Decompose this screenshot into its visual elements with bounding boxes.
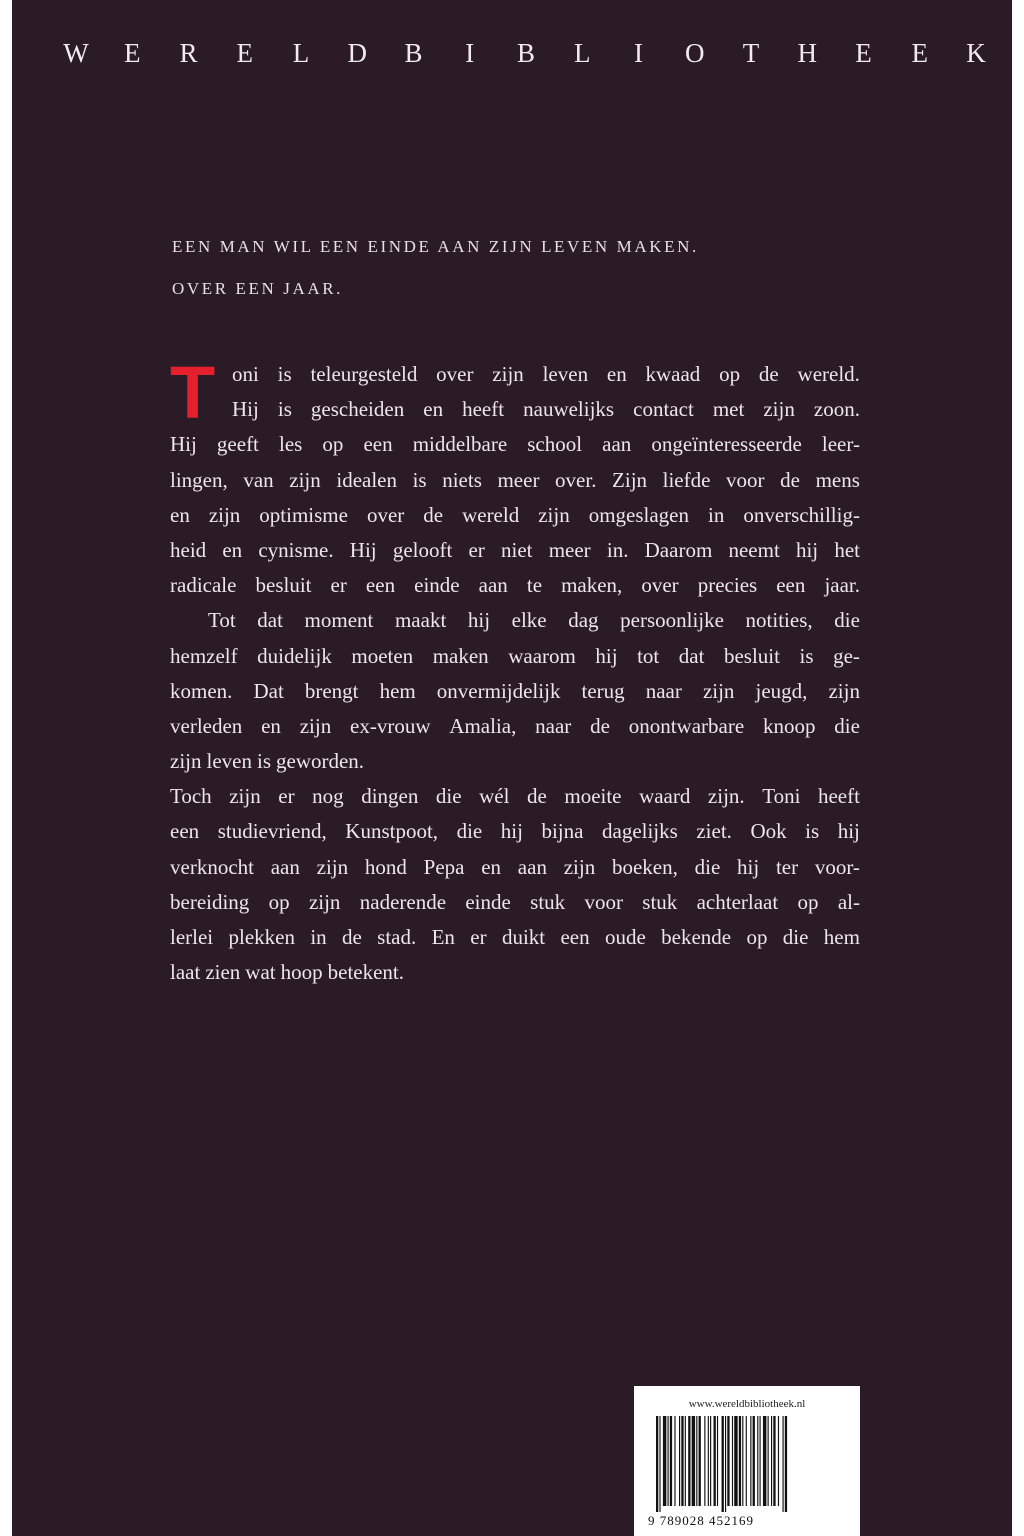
blurb-word: heeft <box>462 397 505 422</box>
blurb-word: die <box>834 713 860 738</box>
blurb-word: lerlei <box>170 925 214 949</box>
blurb-word: zijn. <box>707 784 745 809</box>
blurb-word: dag <box>568 608 599 633</box>
series-letter: D <box>347 38 367 68</box>
blurb-word: bereiding <box>170 889 250 914</box>
blurb-word: in <box>310 925 327 949</box>
blurb-word: wereld <box>462 502 520 527</box>
barcode-bar <box>674 1416 675 1506</box>
blurb-word: omgeslagen <box>588 502 689 527</box>
blurb-word: laat <box>170 960 201 985</box>
barcode-label <box>634 1386 860 1536</box>
blurb-word: hij <box>795 537 819 562</box>
blurb-word: een <box>365 573 396 598</box>
barcode-bar <box>670 1416 672 1506</box>
series-letter: L <box>574 38 591 68</box>
barcode-bar <box>783 1416 784 1512</box>
blurb-line <box>170 498 860 533</box>
blurb-word: ter <box>775 854 799 879</box>
blurb-word: gelooft <box>392 537 453 562</box>
blurb-word: Daarom <box>644 537 713 562</box>
tagline <box>172 226 892 310</box>
blurb-word: nog <box>312 784 344 809</box>
blurb-word: dat <box>678 643 705 668</box>
blurb-word: een <box>363 432 393 457</box>
barcode-bar <box>708 1416 709 1506</box>
series-letter: E <box>124 38 141 68</box>
blurb-word: brengt <box>304 678 359 703</box>
blurb-word: voor- <box>814 854 860 879</box>
blurb-word: de <box>780 467 800 492</box>
blurb-word: die <box>456 819 483 844</box>
blurb-word: er <box>468 537 485 562</box>
blurb-word: neemt <box>728 537 780 562</box>
blurb-word: onvermijdelijk <box>436 678 561 703</box>
blurb-word: jeugd, <box>755 678 808 703</box>
blurb-line <box>170 568 860 603</box>
blurb-word: in. <box>606 537 629 562</box>
blurb-word: op <box>268 889 290 914</box>
blurb-word: en <box>222 537 243 562</box>
blurb-word: en <box>606 362 627 386</box>
blurb-word: zijn <box>763 397 795 422</box>
blurb-word: naderende <box>359 889 447 914</box>
blurb-word: is <box>412 467 427 492</box>
barcode-bar <box>763 1416 766 1506</box>
blurb-word: is <box>256 749 271 774</box>
blurb-word: wat <box>245 960 276 985</box>
blurb-word: hij <box>837 819 860 844</box>
blurb-word: heeft <box>817 784 860 809</box>
blurb-word: verknocht <box>170 854 254 879</box>
blurb-word: dingen <box>361 784 419 809</box>
blurb-word: ziet. <box>696 819 732 844</box>
blurb-word: Zijn <box>612 467 648 492</box>
blurb-word: oude <box>604 925 646 949</box>
barcode-bar <box>710 1416 711 1506</box>
blurb-word: geworden. <box>276 749 365 774</box>
blurb <box>170 351 860 990</box>
blurb-word: zijn <box>308 889 341 914</box>
blurb-word: ge- <box>833 643 860 668</box>
blurb-word: zijn <box>538 502 570 527</box>
blurb-word: naar <box>535 713 572 738</box>
barcode-bar <box>722 1416 724 1512</box>
blurb-word: hij <box>500 819 523 844</box>
blurb-word: zijn <box>170 749 202 774</box>
blurb-word: Amalia, <box>449 713 517 738</box>
blurb-word: dagelijks <box>602 819 678 844</box>
blurb-word: op <box>322 432 344 457</box>
blurb-word: wél <box>479 784 510 809</box>
blurb-word: die <box>435 784 462 809</box>
blurb-word: wereld. <box>797 362 860 386</box>
blurb-word: zien <box>205 960 241 985</box>
blurb-word: besluit <box>723 643 780 668</box>
blurb-word: geeft <box>216 432 259 457</box>
barcode-bar <box>753 1416 755 1506</box>
blurb-word: onontwarbare <box>628 713 745 738</box>
barcode-bar <box>668 1416 669 1506</box>
blurb-word: die <box>834 608 860 633</box>
blurb-word: hij <box>737 854 760 879</box>
blurb-word: studievriend, <box>217 819 327 844</box>
website-url: www.wereldbibliotheek.nl <box>688 1398 806 1410</box>
isbn-digits: 9 789028 452169 <box>648 1513 754 1528</box>
blurb-line <box>170 674 860 709</box>
series-letter: E <box>911 38 928 68</box>
blurb-word: les <box>278 432 303 457</box>
series-letter: E <box>855 38 872 68</box>
blurb-word: Pepa <box>423 854 465 879</box>
barcode-bar <box>785 1416 787 1512</box>
blurb-line <box>170 955 860 990</box>
blurb-word: boeken, <box>611 854 678 879</box>
blurb-word: jaar. <box>824 573 860 598</box>
blurb-line <box>170 744 860 779</box>
blurb-word: elke <box>511 608 547 633</box>
blurb-word: maakt <box>394 608 447 633</box>
barcode-bar <box>778 1416 779 1506</box>
blurb-line <box>170 885 860 920</box>
barcode-bar <box>681 1416 683 1506</box>
blurb-word: besluit <box>255 573 312 598</box>
blurb-word: tot <box>637 643 660 668</box>
blurb-word: aan <box>517 854 547 879</box>
blurb-word: idealen <box>336 467 397 492</box>
tagline-line: EEN MAN WIL EEN EINDE AAN ZIJN LEVEN MAKEN. <box>172 237 699 256</box>
blurb-word: optimisme <box>259 502 348 527</box>
blurb-word: middelbare <box>412 432 508 457</box>
blurb-line <box>170 357 860 392</box>
series-letter: W <box>63 38 89 68</box>
barcode-bar <box>742 1416 743 1506</box>
barcode-bar <box>692 1416 695 1506</box>
blurb-word: hoop <box>280 960 323 985</box>
blurb-word: zijn <box>563 854 596 879</box>
blurb-word: Kunstpoot, <box>345 819 439 844</box>
blurb-word: hond <box>364 854 407 879</box>
blurb-word: er <box>278 784 295 809</box>
blurb-word: heid <box>170 537 207 562</box>
blurb-word: ex-vrouw <box>350 713 431 738</box>
blurb-word: hem <box>379 678 416 703</box>
blurb-word: zoon. <box>813 397 860 422</box>
barcode-bar <box>659 1416 660 1512</box>
blurb-word: en <box>423 397 444 422</box>
blurb-line <box>170 850 860 885</box>
barcode-bar <box>685 1416 686 1506</box>
blurb-word: Toch <box>170 784 212 809</box>
blurb-word: leer- <box>821 432 860 457</box>
blurb-word: radicale <box>170 573 237 598</box>
barcode-bar <box>773 1416 775 1506</box>
blurb-word: al- <box>837 889 860 914</box>
blurb-word: kwaad <box>645 362 701 386</box>
series-letter: H <box>797 38 817 68</box>
barcode-bar <box>771 1416 772 1506</box>
blurb-word: knoop <box>762 713 816 738</box>
blurb-word: meer <box>548 537 591 562</box>
blurb-word: einde <box>414 573 460 598</box>
blurb-word: een <box>776 573 806 598</box>
barcode-bar <box>746 1416 747 1506</box>
blurb-word: zijn <box>289 467 321 492</box>
drop-cap: T <box>170 351 216 434</box>
blurb-word: over. <box>555 467 597 492</box>
blurb-word: over <box>436 362 474 386</box>
blurb-word: over <box>366 502 405 527</box>
blurb-word: op <box>719 362 741 386</box>
blurb-word: moeten <box>351 643 414 668</box>
blurb-word: op <box>797 889 819 914</box>
blurb-line <box>170 463 860 498</box>
blurb-word: Tot <box>208 608 236 633</box>
blurb-word: een <box>560 925 590 949</box>
blurb-word: te <box>526 573 543 598</box>
blurb-word: voor <box>726 467 765 492</box>
blurb-word: van <box>243 467 274 492</box>
blurb-line <box>170 603 860 638</box>
blurb-word: voor <box>584 889 623 914</box>
blurb-word: teleurgesteld <box>310 362 418 386</box>
blurb-word: notities, <box>745 608 813 633</box>
blurb-word: ongeïnteresseerde <box>651 432 802 457</box>
blurb-word: mens <box>815 467 860 492</box>
barcode-bar <box>727 1416 729 1506</box>
blurb-word: zijn <box>316 854 349 879</box>
blurb-word: meer <box>497 467 540 492</box>
blurb-word: naar <box>645 678 682 703</box>
barcode-bar <box>714 1416 716 1506</box>
blurb-word: het <box>834 537 860 562</box>
blurb-word: dat <box>257 608 283 633</box>
series-letter: I <box>634 38 643 68</box>
blurb-word: zijn <box>492 362 524 386</box>
blurb-word: precies <box>697 573 758 598</box>
barcode-bar <box>663 1416 666 1506</box>
blurb-word: is <box>277 397 292 422</box>
barcode-bar <box>760 1416 761 1506</box>
blurb-line <box>170 920 860 955</box>
blurb-word: hij <box>595 643 618 668</box>
blurb-word: de <box>590 713 610 738</box>
blurb-word: zijn <box>229 784 261 809</box>
blurb-word: over <box>641 573 679 598</box>
blurb-line <box>170 427 860 462</box>
blurb-word: niets <box>442 467 482 492</box>
blurb-word: Dat <box>253 678 284 703</box>
blurb-word: en <box>261 713 281 738</box>
blurb-word: leven <box>542 362 589 386</box>
blurb-word: en <box>170 502 190 527</box>
blurb-line <box>170 639 860 674</box>
blurb-word: de <box>342 925 362 949</box>
blurb-word: de <box>526 784 547 809</box>
barcode-icon <box>654 1416 844 1512</box>
blurb-line <box>170 709 860 744</box>
blurb-word: op <box>746 925 768 949</box>
blurb-word: aan <box>478 573 508 598</box>
blurb-word: stuk <box>642 889 678 914</box>
blurb-word: duidelijk <box>257 643 332 668</box>
blurb-word: einde <box>465 889 511 914</box>
blurb-word: moment <box>304 608 374 633</box>
barcode-bar <box>750 1416 751 1506</box>
blurb-word: maken, <box>561 573 623 598</box>
blurb-word: er <box>330 573 347 598</box>
blurb-word: oni <box>232 362 259 386</box>
blurb-word: met <box>712 397 745 422</box>
blurb-word: zijn <box>828 678 860 703</box>
blurb-word: bekende <box>661 925 732 949</box>
blurb-word: stuk <box>530 889 566 914</box>
blurb-word: in <box>707 502 725 527</box>
blurb-word: gescheiden <box>310 397 405 422</box>
barcode-bar <box>696 1416 697 1506</box>
barcode-bar <box>699 1416 701 1506</box>
blurb-word: waarom <box>508 643 576 668</box>
barcode-bar <box>768 1416 769 1506</box>
blurb-word: aan <box>270 854 300 879</box>
barcode-bar <box>679 1416 680 1506</box>
blurb-word: aan <box>602 432 632 457</box>
blurb-word: stad. <box>377 925 417 949</box>
tagline-line: OVER EEN JAAR. <box>172 279 343 298</box>
blurb-word: persoonlijke <box>620 608 724 633</box>
blurb-line <box>170 814 860 849</box>
blurb-word: cynisme. <box>258 537 334 562</box>
blurb-word: terug <box>581 678 625 703</box>
blurb-word: bijna <box>541 819 584 844</box>
blurb-word: een <box>170 819 200 844</box>
blurb-word: en <box>481 854 502 879</box>
blurb-word: hem <box>823 925 860 949</box>
blurb-word: liefde <box>662 467 711 492</box>
blurb-word: de <box>758 362 779 386</box>
barcode-bar <box>725 1416 726 1512</box>
blurb-word: betekent. <box>327 960 405 985</box>
barcode-bar <box>757 1416 758 1506</box>
blurb-word: maken <box>432 643 489 668</box>
blurb-word: Ook <box>750 819 787 844</box>
barcode-bar <box>732 1416 733 1506</box>
blurb-line <box>170 779 860 814</box>
blurb-word: zijn <box>299 713 332 738</box>
series-letter: L <box>292 38 310 68</box>
series-letter: O <box>685 38 705 68</box>
blurb-word: is <box>799 643 814 668</box>
blurb-word: waard <box>639 784 691 809</box>
barcode-bar <box>656 1416 658 1512</box>
barcode-bar <box>734 1416 737 1506</box>
blurb-word: Hij <box>170 432 197 457</box>
blurb-line <box>170 392 860 427</box>
series-name <box>61 38 991 68</box>
blurb-word: de <box>423 502 444 527</box>
blurb-word: zijn <box>702 678 735 703</box>
series-letter: E <box>236 38 253 68</box>
blurb-word: lingen, <box>170 467 228 492</box>
barcode-bar <box>704 1416 705 1506</box>
blurb-word: is <box>277 362 292 386</box>
barcode-bar <box>739 1416 741 1506</box>
blurb-word: niet <box>501 537 533 562</box>
blurb-line <box>170 533 860 568</box>
blurb-word: die <box>782 925 809 949</box>
blurb-word: duikt <box>501 925 546 949</box>
blurb-word: zijn <box>208 502 241 527</box>
series-name-text <box>61 38 991 68</box>
blurb-word: school <box>527 432 583 457</box>
blurb-word: is <box>805 819 820 844</box>
blurb-word: Hij <box>232 397 259 422</box>
blurb-word: En <box>431 925 455 949</box>
blurb-word: Hij <box>349 537 377 562</box>
blurb-word: contact <box>633 397 694 422</box>
blurb-word: komen. <box>170 678 233 703</box>
blurb-word: achterlaat <box>696 889 779 914</box>
series-letter: K <box>966 38 986 68</box>
series-letter: R <box>179 38 198 68</box>
barcode-bar <box>688 1416 690 1506</box>
blurb-word: die <box>694 854 721 879</box>
series-letter: B <box>516 38 535 68</box>
blurb-word: leven <box>206 749 252 774</box>
barcode-bar <box>717 1416 718 1506</box>
series-letter: B <box>404 38 423 68</box>
series-letter: I <box>465 38 475 68</box>
blurb-word: plekken <box>228 925 295 949</box>
series-letter: T <box>742 38 760 68</box>
blurb-word: moeite <box>564 784 622 809</box>
blurb-word: Toni <box>762 784 801 809</box>
blurb-word: hemzelf <box>170 643 238 668</box>
blurb-word: er <box>470 925 487 949</box>
blurb-word: nauwelijks <box>523 397 615 422</box>
blurb-word: onverschillig- <box>743 502 860 527</box>
blurb-word: hij <box>467 608 491 633</box>
blurb-word: verleden <box>170 713 243 738</box>
